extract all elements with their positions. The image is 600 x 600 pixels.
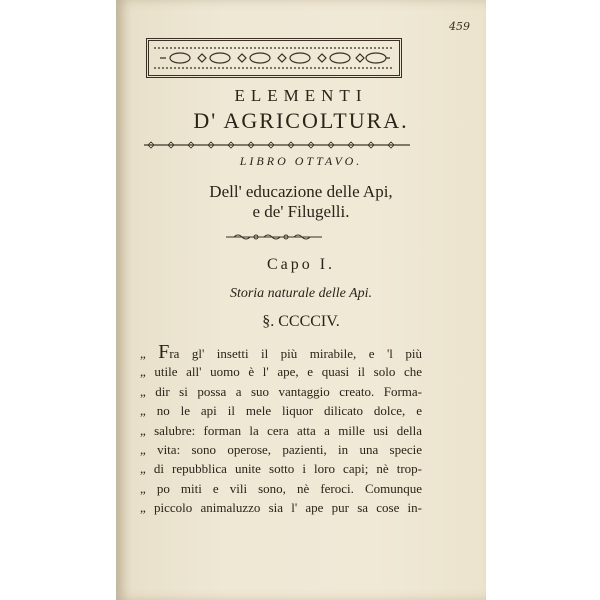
page-number: 459 — [449, 20, 470, 33]
body-line: „ vita: sono operose, pazienti, in una specie — [140, 441, 422, 457]
body-line: „ di repubblica unite sotto i loro capi; nè trop- — [140, 461, 422, 477]
body-line: „ Fra gl' insetti il più mirabile, e 'l più — [140, 343, 422, 363]
body-line: „ salubre: forman la cera atta a mille usi della — [140, 422, 422, 438]
body-line: „ piccolo animaluzzo sia l' ape pur sa cose in- — [140, 500, 422, 516]
ornament-pattern-icon — [150, 42, 398, 74]
first-line-text: ra gl' insetti il più mirabile, e 'l più — [169, 346, 422, 361]
flourish-icon — [224, 232, 324, 242]
book-page — [116, 0, 486, 600]
decorative-headpiece — [146, 38, 402, 78]
title-line-1: ELEMENTI — [234, 86, 368, 105]
ornamental-rule — [144, 141, 410, 149]
body-line: „ no le api il mele liquor dilicato dolce, e — [140, 403, 422, 419]
drop-capital: F — [158, 343, 170, 363]
body-text — [140, 343, 422, 518]
body-line: „ utile all' uomo è l' ape, e quasi il solo che — [140, 364, 422, 380]
section-number: §. CCCCIV. — [262, 313, 340, 330]
body-line: „ po miti e vili sono, nè feroci. Comunque — [140, 480, 422, 496]
chapter-label: Capo I. — [266, 256, 336, 273]
body-line: „ dir si possa a suo vantaggio creato. Forma- — [140, 383, 422, 399]
book-label: LIBRO OTTAVO. — [239, 154, 363, 168]
chapter-heading: Storia naturale delle Api. — [229, 286, 373, 301]
title-line-2: D' AGRICOLTURA. — [193, 108, 409, 133]
subtitle-line-2: e de' Filugelli. — [252, 202, 350, 221]
subtitle-line-1: Dell' educazione delle Api, — [209, 182, 393, 201]
